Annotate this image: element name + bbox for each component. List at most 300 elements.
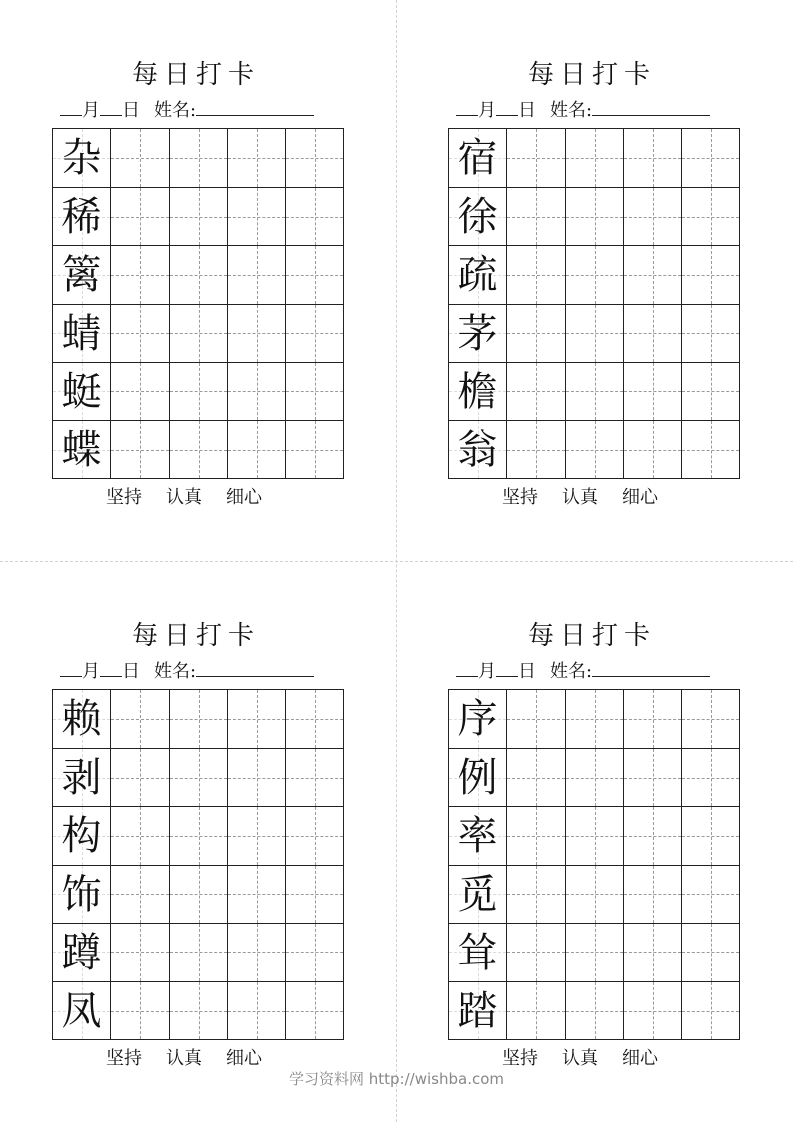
model-character-cell bbox=[53, 807, 111, 864]
practice-cell[interactable] bbox=[169, 246, 227, 303]
practice-cell[interactable] bbox=[507, 924, 565, 981]
practice-cell[interactable] bbox=[565, 421, 623, 478]
grid-row bbox=[449, 748, 739, 806]
day-blank[interactable] bbox=[496, 658, 518, 677]
guide-line-horizontal bbox=[682, 778, 739, 779]
model-character-cell bbox=[449, 363, 507, 420]
model-character-cell bbox=[53, 690, 111, 748]
practice-cell[interactable] bbox=[285, 421, 343, 478]
info-line bbox=[60, 97, 314, 121]
guide-line-horizontal bbox=[507, 217, 565, 218]
practice-cell[interactable] bbox=[565, 188, 623, 245]
practice-cell[interactable] bbox=[507, 246, 565, 303]
guide-line-horizontal bbox=[228, 217, 285, 218]
practice-cell[interactable] bbox=[111, 690, 169, 748]
guide-line-horizontal bbox=[507, 275, 565, 276]
model-character-cell bbox=[53, 421, 111, 478]
practice-cell[interactable] bbox=[623, 188, 681, 245]
name-blank[interactable] bbox=[592, 658, 710, 677]
model-character: 宿 bbox=[457, 135, 498, 181]
model-character: 构 bbox=[61, 813, 102, 860]
practice-cell[interactable] bbox=[111, 807, 169, 864]
practice-cell[interactable] bbox=[623, 807, 681, 864]
practice-cell[interactable] bbox=[285, 129, 343, 187]
practice-cell[interactable] bbox=[681, 305, 739, 362]
guide-line-horizontal bbox=[624, 450, 681, 451]
practice-cell[interactable] bbox=[623, 129, 681, 187]
guide-line-horizontal bbox=[507, 333, 565, 334]
day-label: 日 bbox=[518, 661, 536, 682]
practice-cell[interactable] bbox=[227, 363, 285, 420]
guide-line-horizontal bbox=[682, 217, 739, 218]
practice-cell[interactable] bbox=[227, 690, 285, 748]
grid-row bbox=[53, 420, 343, 478]
name-blank[interactable] bbox=[196, 658, 314, 677]
guide-line-horizontal bbox=[566, 719, 623, 720]
guide-line-horizontal bbox=[624, 952, 681, 953]
model-character-cell bbox=[53, 924, 111, 981]
practice-cell[interactable] bbox=[565, 129, 623, 187]
model-character: 檐 bbox=[457, 368, 498, 415]
footer-watermark: 学习资料网 http://wishba.com bbox=[289, 1070, 504, 1088]
model-character-cell bbox=[449, 749, 507, 806]
month-blank[interactable] bbox=[456, 97, 478, 116]
guide-line-horizontal bbox=[566, 894, 623, 895]
grid-row bbox=[53, 187, 343, 245]
guide-line-horizontal bbox=[286, 719, 343, 720]
day-label: 日 bbox=[518, 100, 536, 121]
model-character: 剥 bbox=[61, 755, 102, 802]
guide-line-horizontal bbox=[228, 450, 285, 451]
guide-line-horizontal bbox=[507, 894, 565, 895]
model-character: 耸 bbox=[457, 929, 498, 976]
grid-row bbox=[449, 245, 739, 303]
guide-line-horizontal bbox=[507, 1011, 565, 1012]
guide-line-horizontal bbox=[111, 778, 169, 779]
practice-cell[interactable] bbox=[681, 363, 739, 420]
model-character-cell bbox=[449, 866, 507, 923]
guide-line-horizontal bbox=[624, 719, 681, 720]
practice-cell[interactable] bbox=[169, 690, 227, 748]
practice-cell[interactable] bbox=[565, 866, 623, 923]
guide-line-horizontal bbox=[682, 391, 739, 392]
practice-cell[interactable] bbox=[623, 246, 681, 303]
guide-line-horizontal bbox=[624, 391, 681, 392]
practice-cell[interactable] bbox=[623, 363, 681, 420]
model-character-cell bbox=[53, 246, 111, 303]
model-character: 蹲 bbox=[61, 929, 102, 976]
guide-line-horizontal bbox=[682, 450, 739, 451]
guide-line-horizontal bbox=[682, 952, 739, 953]
guide-line-horizontal bbox=[507, 158, 565, 159]
guide-line-horizontal bbox=[624, 217, 681, 218]
grid-row bbox=[449, 806, 739, 864]
practice-cell[interactable] bbox=[285, 924, 343, 981]
practice-cell[interactable] bbox=[169, 129, 227, 187]
practice-cell[interactable] bbox=[285, 807, 343, 864]
grid-row bbox=[449, 690, 739, 748]
guide-line-horizontal bbox=[624, 894, 681, 895]
guide-line-horizontal bbox=[111, 894, 169, 895]
guide-line-horizontal bbox=[286, 333, 343, 334]
practice-cell[interactable] bbox=[623, 982, 681, 1039]
practice-cell[interactable] bbox=[623, 749, 681, 806]
guide-line-horizontal bbox=[286, 158, 343, 159]
model-character: 篱 bbox=[61, 252, 102, 299]
practice-cell[interactable] bbox=[681, 749, 739, 806]
model-character: 饰 bbox=[61, 871, 102, 918]
practice-cell[interactable] bbox=[111, 749, 169, 806]
guide-line-horizontal bbox=[566, 778, 623, 779]
name-blank[interactable] bbox=[592, 97, 710, 116]
guide-line-horizontal bbox=[624, 333, 681, 334]
guide-line-horizontal bbox=[286, 836, 343, 837]
practice-cell[interactable] bbox=[507, 363, 565, 420]
model-character: 杂 bbox=[61, 135, 102, 181]
guide-line-horizontal bbox=[286, 217, 343, 218]
guide-line-horizontal bbox=[170, 836, 227, 837]
guide-line-horizontal bbox=[228, 778, 285, 779]
model-character: 蜻 bbox=[61, 310, 102, 357]
guide-line-horizontal bbox=[170, 1011, 227, 1012]
practice-cell[interactable] bbox=[111, 924, 169, 981]
practice-cell[interactable] bbox=[623, 421, 681, 478]
practice-cell[interactable] bbox=[285, 246, 343, 303]
practice-cell[interactable] bbox=[111, 421, 169, 478]
guide-line-horizontal bbox=[286, 1011, 343, 1012]
model-character: 翁 bbox=[457, 427, 498, 473]
grid-row bbox=[53, 245, 343, 303]
grid-row bbox=[53, 923, 343, 981]
practice-cell[interactable] bbox=[111, 363, 169, 420]
guide-line-horizontal bbox=[228, 836, 285, 837]
practice-cell[interactable] bbox=[169, 363, 227, 420]
grid-row bbox=[53, 981, 343, 1039]
practice-cell[interactable] bbox=[227, 749, 285, 806]
practice-cell[interactable] bbox=[227, 866, 285, 923]
motto bbox=[106, 485, 346, 511]
guide-line-horizontal bbox=[111, 391, 169, 392]
practice-cell[interactable] bbox=[111, 129, 169, 187]
motto-word: 认真 bbox=[562, 1048, 598, 1069]
info-line bbox=[60, 658, 314, 682]
guide-line-horizontal bbox=[228, 275, 285, 276]
practice-cell[interactable] bbox=[169, 188, 227, 245]
motto-word: 坚持 bbox=[502, 487, 538, 508]
guide-line-horizontal bbox=[566, 158, 623, 159]
practice-cell[interactable] bbox=[285, 749, 343, 806]
guide-line-horizontal bbox=[111, 158, 169, 159]
grid-row bbox=[449, 129, 739, 187]
model-character-cell bbox=[53, 749, 111, 806]
practice-cell[interactable] bbox=[623, 690, 681, 748]
month-blank[interactable] bbox=[60, 97, 82, 116]
model-character: 蜓 bbox=[61, 368, 102, 415]
practice-cell[interactable] bbox=[169, 749, 227, 806]
guide-line-horizontal bbox=[286, 450, 343, 451]
guide-line-horizontal bbox=[111, 952, 169, 953]
guide-line-horizontal bbox=[170, 778, 227, 779]
motto-word: 细心 bbox=[622, 1048, 658, 1069]
practice-cell[interactable] bbox=[285, 690, 343, 748]
model-character-cell bbox=[53, 363, 111, 420]
grid-row bbox=[53, 806, 343, 864]
name-blank[interactable] bbox=[196, 97, 314, 116]
practice-cell[interactable] bbox=[227, 129, 285, 187]
guide-line-horizontal bbox=[286, 391, 343, 392]
practice-cell[interactable] bbox=[681, 690, 739, 748]
model-character: 踏 bbox=[457, 988, 498, 1034]
guide-line-horizontal bbox=[507, 836, 565, 837]
practice-cell[interactable] bbox=[507, 305, 565, 362]
motto-word: 坚持 bbox=[502, 1048, 538, 1069]
guide-line-horizontal bbox=[566, 450, 623, 451]
practice-cell[interactable] bbox=[227, 982, 285, 1039]
guide-line-horizontal bbox=[624, 836, 681, 837]
model-character: 凤 bbox=[61, 988, 102, 1034]
guide-line-horizontal bbox=[286, 952, 343, 953]
guide-line-horizontal bbox=[682, 836, 739, 837]
practice-cell[interactable] bbox=[169, 305, 227, 362]
writing-grid bbox=[52, 128, 344, 479]
practice-cell[interactable] bbox=[111, 305, 169, 362]
guide-line-horizontal bbox=[170, 719, 227, 720]
practice-cell[interactable] bbox=[681, 866, 739, 923]
guide-line-horizontal bbox=[286, 894, 343, 895]
guide-line-horizontal bbox=[111, 836, 169, 837]
practice-cell[interactable] bbox=[111, 188, 169, 245]
guide-line-horizontal bbox=[566, 1011, 623, 1012]
motto bbox=[502, 485, 742, 511]
model-character-cell bbox=[53, 866, 111, 923]
practice-cell[interactable] bbox=[565, 246, 623, 303]
practice-cell[interactable] bbox=[169, 982, 227, 1039]
guide-line-horizontal bbox=[228, 952, 285, 953]
guide-line-horizontal bbox=[682, 1011, 739, 1012]
practice-cell[interactable] bbox=[169, 924, 227, 981]
guide-line-horizontal bbox=[170, 952, 227, 953]
practice-cell[interactable] bbox=[227, 421, 285, 478]
grid-row bbox=[449, 420, 739, 478]
guide-line-horizontal bbox=[682, 158, 739, 159]
guide-line-horizontal bbox=[507, 778, 565, 779]
guide-line-horizontal bbox=[286, 275, 343, 276]
motto-word: 坚持 bbox=[106, 1048, 142, 1069]
practice-cell[interactable] bbox=[565, 924, 623, 981]
day-label: 日 bbox=[122, 661, 140, 682]
practice-cell[interactable] bbox=[227, 188, 285, 245]
guide-line-horizontal bbox=[170, 450, 227, 451]
grid-row bbox=[449, 923, 739, 981]
guide-line-horizontal bbox=[111, 217, 169, 218]
practice-cell[interactable] bbox=[565, 982, 623, 1039]
practice-cell[interactable] bbox=[507, 982, 565, 1039]
guide-line-horizontal bbox=[624, 158, 681, 159]
day-blank[interactable] bbox=[496, 97, 518, 116]
practice-cell[interactable] bbox=[681, 982, 739, 1039]
guide-line-horizontal bbox=[228, 333, 285, 334]
guide-line-horizontal bbox=[170, 894, 227, 895]
model-character-cell bbox=[53, 188, 111, 245]
model-character-cell bbox=[449, 188, 507, 245]
guide-line-horizontal bbox=[507, 952, 565, 953]
guide-line-horizontal bbox=[566, 275, 623, 276]
guide-line-horizontal bbox=[682, 333, 739, 334]
practice-cell[interactable] bbox=[507, 749, 565, 806]
guide-line-horizontal bbox=[170, 391, 227, 392]
practice-cell[interactable] bbox=[285, 982, 343, 1039]
day-blank[interactable] bbox=[100, 658, 122, 677]
practice-cell[interactable] bbox=[285, 866, 343, 923]
practice-cell[interactable] bbox=[111, 246, 169, 303]
card-title: 每日打卡 bbox=[131, 621, 260, 651]
model-character: 觅 bbox=[457, 871, 498, 918]
day-blank[interactable] bbox=[100, 97, 122, 116]
practice-cell[interactable] bbox=[681, 129, 739, 187]
practice-card bbox=[46, 616, 346, 1086]
practice-cell[interactable] bbox=[507, 807, 565, 864]
practice-card bbox=[46, 55, 346, 525]
practice-cell[interactable] bbox=[227, 305, 285, 362]
guide-line-horizontal bbox=[507, 719, 565, 720]
guide-line-horizontal bbox=[624, 275, 681, 276]
guide-line-horizontal bbox=[111, 275, 169, 276]
guide-line-horizontal bbox=[566, 952, 623, 953]
writing-grid bbox=[448, 689, 740, 1040]
guide-line-horizontal bbox=[170, 217, 227, 218]
model-character-cell bbox=[53, 305, 111, 362]
practice-cell[interactable] bbox=[565, 690, 623, 748]
model-character-cell bbox=[449, 690, 507, 748]
guide-line-horizontal bbox=[682, 719, 739, 720]
motto-word: 认真 bbox=[166, 1048, 202, 1069]
card-title: 每日打卡 bbox=[527, 621, 656, 651]
model-character: 稀 bbox=[61, 194, 102, 241]
practice-cell[interactable] bbox=[565, 305, 623, 362]
model-character: 序 bbox=[457, 696, 498, 742]
practice-card bbox=[442, 616, 742, 1086]
practice-cell[interactable] bbox=[169, 866, 227, 923]
practice-cell[interactable] bbox=[507, 188, 565, 245]
day-label: 日 bbox=[122, 100, 140, 121]
model-character: 徐 bbox=[457, 194, 498, 241]
name-label: 姓名: bbox=[154, 100, 197, 121]
guide-line-horizontal bbox=[170, 333, 227, 334]
model-character-cell bbox=[449, 924, 507, 981]
model-character: 赖 bbox=[61, 696, 102, 742]
practice-cell[interactable] bbox=[681, 246, 739, 303]
motto-word: 细心 bbox=[622, 487, 658, 508]
practice-cell[interactable] bbox=[565, 363, 623, 420]
grid-row bbox=[449, 981, 739, 1039]
practice-cell[interactable] bbox=[169, 421, 227, 478]
model-character-cell bbox=[53, 982, 111, 1039]
guide-line-horizontal bbox=[624, 778, 681, 779]
guide-line-horizontal bbox=[566, 217, 623, 218]
guide-line-horizontal bbox=[566, 836, 623, 837]
practice-cell[interactable] bbox=[227, 246, 285, 303]
grid-row bbox=[53, 362, 343, 420]
model-character-cell bbox=[449, 305, 507, 362]
cut-line-horizontal bbox=[0, 561, 793, 562]
practice-cell[interactable] bbox=[507, 866, 565, 923]
guide-line-horizontal bbox=[111, 333, 169, 334]
guide-line-horizontal bbox=[228, 719, 285, 720]
motto-word: 坚持 bbox=[106, 487, 142, 508]
grid-row bbox=[449, 865, 739, 923]
month-label: 月 bbox=[478, 661, 496, 682]
practice-cell[interactable] bbox=[285, 305, 343, 362]
practice-cell[interactable] bbox=[111, 982, 169, 1039]
name-label: 姓名: bbox=[550, 100, 593, 121]
guide-line-horizontal bbox=[228, 158, 285, 159]
model-character: 蝶 bbox=[61, 427, 102, 473]
practice-cell[interactable] bbox=[565, 807, 623, 864]
practice-cell[interactable] bbox=[565, 749, 623, 806]
guide-line-horizontal bbox=[624, 1011, 681, 1012]
model-character-cell bbox=[449, 246, 507, 303]
practice-cell[interactable] bbox=[507, 690, 565, 748]
practice-cell[interactable] bbox=[623, 866, 681, 923]
practice-cell[interactable] bbox=[111, 866, 169, 923]
guide-line-horizontal bbox=[682, 275, 739, 276]
guide-line-horizontal bbox=[111, 719, 169, 720]
practice-cell[interactable] bbox=[507, 129, 565, 187]
month-blank[interactable] bbox=[60, 658, 82, 677]
month-label: 月 bbox=[478, 100, 496, 121]
card-title: 每日打卡 bbox=[527, 60, 656, 90]
practice-cell[interactable] bbox=[227, 924, 285, 981]
practice-card bbox=[442, 55, 742, 525]
practice-cell[interactable] bbox=[507, 421, 565, 478]
grid-row bbox=[449, 187, 739, 245]
motto-word: 细心 bbox=[226, 487, 262, 508]
guide-line-horizontal bbox=[111, 450, 169, 451]
practice-cell[interactable] bbox=[681, 807, 739, 864]
model-character: 例 bbox=[457, 755, 498, 802]
model-character-cell bbox=[449, 982, 507, 1039]
month-blank[interactable] bbox=[456, 658, 478, 677]
model-character: 疏 bbox=[457, 252, 498, 299]
model-character: 茅 bbox=[457, 310, 498, 357]
practice-cell[interactable] bbox=[227, 807, 285, 864]
practice-cell[interactable] bbox=[681, 188, 739, 245]
practice-cell[interactable] bbox=[681, 421, 739, 478]
practice-cell[interactable] bbox=[623, 305, 681, 362]
model-character: 率 bbox=[457, 813, 498, 860]
motto-word: 认真 bbox=[562, 487, 598, 508]
practice-cell[interactable] bbox=[623, 924, 681, 981]
practice-cell[interactable] bbox=[285, 363, 343, 420]
practice-cell[interactable] bbox=[681, 924, 739, 981]
guide-line-horizontal bbox=[682, 894, 739, 895]
practice-cell[interactable] bbox=[169, 807, 227, 864]
grid-row bbox=[449, 304, 739, 362]
guide-line-horizontal bbox=[170, 158, 227, 159]
guide-line-horizontal bbox=[228, 894, 285, 895]
guide-line-horizontal bbox=[228, 1011, 285, 1012]
info-line bbox=[456, 97, 710, 121]
writing-grid bbox=[448, 128, 740, 479]
guide-line-horizontal bbox=[566, 391, 623, 392]
info-line bbox=[456, 658, 710, 682]
grid-row bbox=[53, 690, 343, 748]
guide-line-horizontal bbox=[170, 275, 227, 276]
guide-line-horizontal bbox=[566, 333, 623, 334]
practice-cell[interactable] bbox=[285, 188, 343, 245]
model-character-cell bbox=[449, 421, 507, 478]
guide-line-horizontal bbox=[286, 778, 343, 779]
